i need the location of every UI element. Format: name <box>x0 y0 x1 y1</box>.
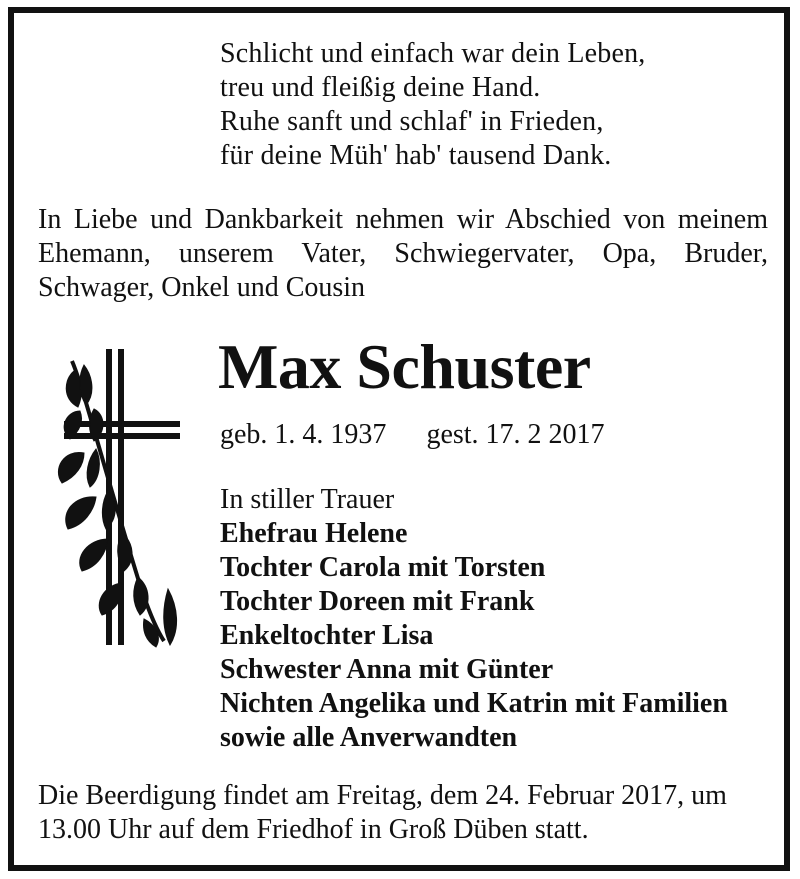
poem-line: treu und fleißig deine Hand. <box>220 72 541 103</box>
mourning-heading: In stiller Trauer <box>220 484 395 515</box>
memorial-poem <box>220 37 646 173</box>
mourner-entry: sowie alle Anverwandten <box>220 722 518 753</box>
farewell-intro: In Liebe und Dankbarkeit nehmen wir Abschied von meinem Ehemann, unserem Vater, Schwiegervater, Opa, Bruder, Schwager, Onkel und Cousin <box>38 204 768 303</box>
mourner-entry: Nichten Angelika und Katrin mit Familien <box>220 688 728 719</box>
mourner-entry: Tochter Carola mit Torsten <box>220 552 546 583</box>
death-date: gest. 17. 2 2017 <box>426 419 605 450</box>
mourner-entry: Schwester Anna mit Günter <box>220 654 554 685</box>
life-dates <box>220 418 605 452</box>
poem-line: Schlicht und einfach war dein Leben, <box>220 38 646 69</box>
cross-with-palm-branch-icon <box>44 349 184 649</box>
mourner-entry: Ehefrau Helene <box>220 518 408 549</box>
poem-line: Ruhe sanft und schlaf' in Frieden, <box>220 106 604 137</box>
mourner-entry: Tochter Doreen mit Frank <box>220 586 535 617</box>
birth-date: geb. 1. 4. 1937 <box>220 419 387 450</box>
poem-line: für deine Müh' hab' tausend Dank. <box>220 140 612 171</box>
mourners-list <box>220 483 728 755</box>
mourner-entry: Enkeltochter Lisa <box>220 620 434 651</box>
obituary-notice <box>8 7 790 871</box>
funeral-details: Die Beerdigung findet am Freitag, dem 24. Februar 2017, um 13.00 Uhr auf dem Friedhof in Groß Düben statt. <box>38 780 727 845</box>
deceased-name: Max Schuster <box>218 331 591 402</box>
